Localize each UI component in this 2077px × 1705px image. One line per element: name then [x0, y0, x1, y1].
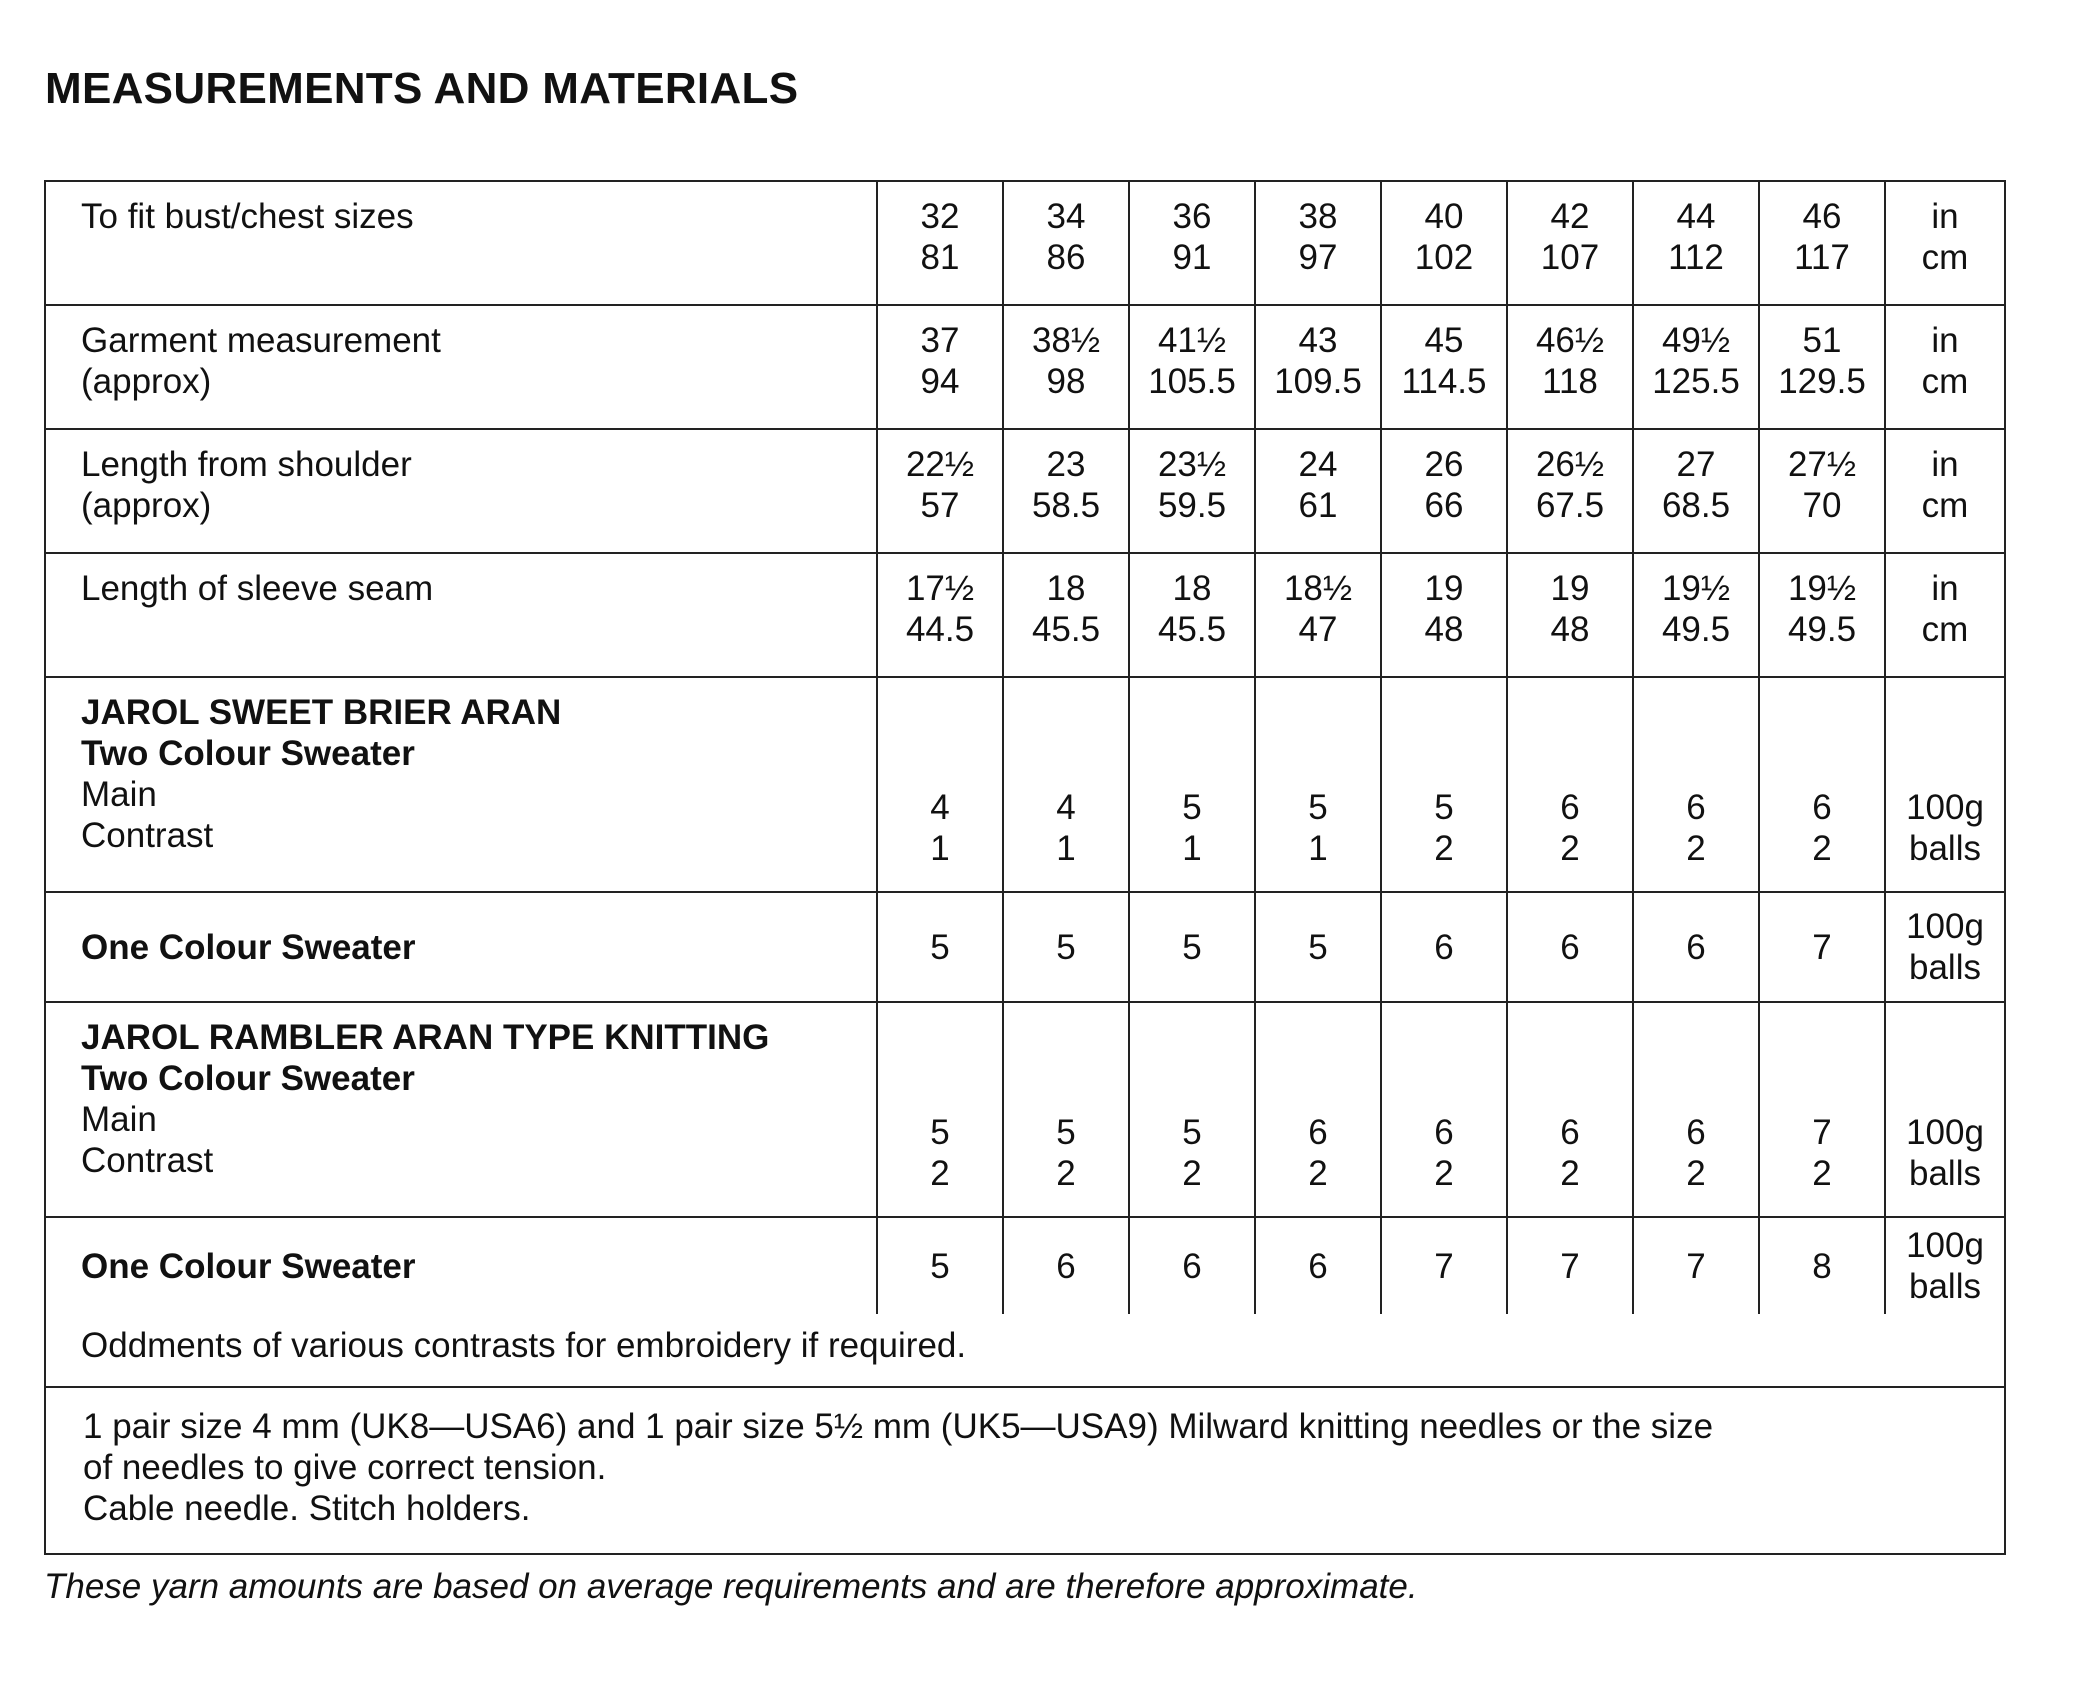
unit-cm: cm: [1921, 362, 1969, 401]
unit-balls: balls: [1909, 829, 1981, 868]
table-row: [45, 553, 2005, 677]
unit-balls: balls: [1909, 1267, 1981, 1306]
size-value-cell: [1759, 553, 1885, 677]
ball-count-cell: [1255, 677, 1381, 892]
yarn-rows: [45, 677, 2005, 1554]
size-value-cell: [1003, 181, 1129, 305]
needles-line: 1 pair size 4 mm (UK8—USA6) and 1 pair size 5½ mm (UK5—USA9) Milward knitting needles or the size: [83, 1407, 1714, 1446]
value-in: 19½: [1661, 569, 1731, 608]
value-cm: 102: [1414, 238, 1474, 277]
row-label: [45, 553, 877, 677]
value-cm: 118: [1542, 362, 1598, 401]
value-cm: 44.5: [905, 610, 975, 649]
row-label-line: (approx): [81, 486, 212, 525]
unit-balls: balls: [1909, 948, 1981, 987]
ball-count-cell: 5: [877, 892, 1003, 1002]
contrast-balls: 1: [1308, 829, 1328, 868]
page-title: MEASUREMENTS AND MATERIALS: [45, 64, 799, 113]
unit-weight: 100g: [1906, 1113, 1984, 1152]
size-value-cell: [877, 181, 1003, 305]
value-in: 46: [1802, 197, 1842, 236]
unit-cell: [1885, 553, 2005, 677]
value-in: 27: [1676, 445, 1716, 484]
unit-weight: 100g: [1906, 788, 1984, 827]
contrast-balls: 2: [1434, 829, 1454, 868]
ball-count-cell: 7: [1381, 1217, 1507, 1314]
contrast-balls: 2: [1686, 829, 1706, 868]
needles-note: [45, 1387, 2005, 1554]
unit-in: in: [1931, 445, 1959, 484]
value-cm: 70: [1802, 486, 1842, 525]
main-balls: 4: [930, 788, 950, 827]
value-in: 44: [1676, 197, 1716, 236]
two-colour-label: Two Colour Sweater: [81, 1059, 415, 1098]
value-cm: 94: [920, 362, 960, 401]
unit-cell: [1885, 892, 2005, 1002]
size-value-cell: [1507, 429, 1633, 553]
value-in: 36: [1172, 197, 1212, 236]
yarn-two-colour-row: [45, 1002, 2005, 1217]
ball-count-cell: 5: [1003, 892, 1129, 1002]
needles-line: of needles to give correct tension.: [83, 1448, 607, 1487]
size-value-cell: [877, 553, 1003, 677]
value-in: 46½: [1535, 321, 1605, 360]
yarn-two-colour-row: [45, 677, 2005, 892]
value-in: 19½: [1787, 569, 1857, 608]
unit-cm: cm: [1921, 486, 1969, 525]
value-cm: 58.5: [1031, 486, 1101, 525]
ball-count-cell: 6: [1129, 1217, 1255, 1314]
unit-in: in: [1931, 321, 1959, 360]
ball-count-cell: [1129, 1002, 1255, 1217]
value-in: 26½: [1535, 445, 1605, 484]
size-value-cell: [1633, 305, 1759, 429]
main-balls: 5: [930, 1113, 950, 1152]
value-cm: 97: [1298, 238, 1338, 277]
unit-cm: cm: [1921, 610, 1969, 649]
main-label: Main: [81, 775, 157, 814]
value-cm: 114.5: [1401, 362, 1487, 401]
size-value-cell: [1129, 305, 1255, 429]
value-cm: 49.5: [1787, 610, 1857, 649]
ball-count-cell: 7: [1507, 1217, 1633, 1314]
value-in: 27½: [1787, 445, 1857, 484]
value-cm: 45.5: [1031, 610, 1101, 649]
ball-count-cell: [1759, 1002, 1885, 1217]
size-value-cell: [1003, 553, 1129, 677]
size-value-cell: [1633, 181, 1759, 305]
yarn-label: [45, 1217, 877, 1314]
yarn-one-colour-row: [45, 892, 2005, 1002]
size-value-cell: [1129, 181, 1255, 305]
size-value-cell: [1381, 181, 1507, 305]
size-value-cell: [1381, 305, 1507, 429]
ball-count-cell: 6: [1381, 892, 1507, 1002]
value-in: 43: [1298, 321, 1338, 360]
main-balls: 5: [1182, 1113, 1202, 1152]
size-value-cell: [1507, 553, 1633, 677]
unit-cell: [1885, 305, 2005, 429]
unit-cell: [1885, 677, 2005, 892]
one-colour-label: One Colour Sweater: [81, 927, 416, 967]
value-cm: 86: [1046, 238, 1086, 277]
size-value-cell: [1381, 553, 1507, 677]
ball-count-cell: 6: [1255, 1217, 1381, 1314]
oddments-note: Oddments of various contrasts for embroidery if required.: [45, 1314, 2005, 1387]
main-balls: 6: [1686, 788, 1706, 827]
value-cm: 45.5: [1157, 610, 1227, 649]
value-in: 17½: [905, 569, 975, 608]
size-value-cell: [1255, 181, 1381, 305]
needles-row: [45, 1387, 2005, 1554]
size-value-cell: [877, 429, 1003, 553]
value-cm: 112: [1668, 238, 1724, 277]
needles-line: Cable needle. Stitch holders.: [83, 1489, 531, 1528]
contrast-balls: 1: [930, 829, 950, 868]
main-balls: 5: [1308, 788, 1328, 827]
ball-count-cell: 6: [1633, 892, 1759, 1002]
ball-count-cell: 6: [1003, 1217, 1129, 1314]
size-value-cell: [1507, 305, 1633, 429]
unit-balls: balls: [1909, 1154, 1981, 1193]
contrast-balls: 2: [1560, 829, 1580, 868]
table-row: [45, 181, 2005, 305]
unit-cell: [1885, 181, 2005, 305]
main-balls: 5: [1434, 788, 1454, 827]
measurements-table: [44, 180, 2006, 1555]
value-in: 32: [920, 197, 960, 236]
row-label-line: Length from shoulder: [81, 445, 412, 484]
size-value-cell: [1633, 429, 1759, 553]
value-cm: 125.5: [1652, 362, 1740, 401]
yarn-label: [45, 1002, 877, 1217]
contrast-balls: 2: [1182, 1154, 1202, 1193]
unit-cell: [1885, 1217, 2005, 1314]
size-value-cell: [1759, 429, 1885, 553]
contrast-balls: 1: [1056, 829, 1076, 868]
value-in: 23½: [1157, 445, 1227, 484]
size-value-cell: [1381, 429, 1507, 553]
value-in: 34: [1046, 197, 1086, 236]
value-cm: 107: [1540, 238, 1600, 277]
size-value-cell: [1759, 181, 1885, 305]
value-in: 24: [1298, 445, 1338, 484]
value-in: 19: [1550, 569, 1590, 608]
ball-count-cell: 6: [1507, 892, 1633, 1002]
ball-count-cell: [1381, 677, 1507, 892]
ball-count-cell: [1759, 677, 1885, 892]
ball-count-cell: [877, 1002, 1003, 1217]
value-cm: 48: [1424, 610, 1464, 649]
ball-count-cell: [1507, 1002, 1633, 1217]
contrast-balls: 2: [1056, 1154, 1076, 1193]
value-in: 49½: [1661, 321, 1731, 360]
unit-weight: 100g: [1906, 907, 1984, 946]
ball-count-cell: [1003, 1002, 1129, 1217]
unit-in: in: [1931, 197, 1959, 236]
size-value-cell: [1129, 429, 1255, 553]
value-cm: 98: [1046, 362, 1086, 401]
unit-cell: [1885, 429, 2005, 553]
value-in: 22½: [905, 445, 975, 484]
main-balls: 6: [1560, 788, 1580, 827]
value-in: 38½: [1031, 321, 1101, 360]
unit-cm: cm: [1921, 238, 1969, 277]
contrast-balls: 2: [1308, 1154, 1328, 1193]
size-value-cell: [1255, 305, 1381, 429]
size-value-cell: [1633, 553, 1759, 677]
measurement-rows: [45, 181, 2005, 677]
ball-count-cell: 7: [1759, 892, 1885, 1002]
main-balls: 5: [1056, 1113, 1076, 1152]
main-balls: 7: [1812, 1113, 1832, 1152]
contrast-balls: 1: [1182, 829, 1202, 868]
ball-count-cell: [1633, 1002, 1759, 1217]
row-label-line: To fit bust/chest sizes: [81, 197, 414, 236]
main-balls: 4: [1056, 788, 1076, 827]
value-in: 18: [1046, 569, 1086, 608]
yarn-brand-heading: JAROL SWEET BRIER ARAN: [81, 693, 562, 732]
row-label: [45, 181, 877, 305]
value-cm: 47: [1298, 610, 1338, 649]
one-colour-label: One Colour Sweater: [81, 1246, 416, 1286]
yarn-label: [45, 892, 877, 1002]
yarn-brand-heading: JAROL RAMBLER ARAN TYPE KNITTING: [81, 1018, 770, 1057]
value-in: 18: [1172, 569, 1212, 608]
value-in: 42: [1550, 197, 1590, 236]
main-balls: 6: [1560, 1113, 1580, 1152]
unit-in: in: [1931, 569, 1959, 608]
value-in: 26: [1424, 445, 1464, 484]
contrast-balls: 2: [1434, 1154, 1454, 1193]
main-label: Main: [81, 1100, 157, 1139]
ball-count-cell: [1129, 677, 1255, 892]
value-cm: 67.5: [1535, 486, 1605, 525]
ball-count-cell: 7: [1633, 1217, 1759, 1314]
ball-count-cell: 5: [877, 1217, 1003, 1314]
value-in: 38: [1298, 197, 1338, 236]
two-colour-label: Two Colour Sweater: [81, 734, 415, 773]
contrast-balls: 2: [1686, 1154, 1706, 1193]
value-cm: 81: [920, 238, 960, 277]
row-label-line: Length of sleeve seam: [81, 569, 434, 608]
main-balls: 6: [1812, 788, 1832, 827]
size-value-cell: [1255, 429, 1381, 553]
value-in: 41½: [1157, 321, 1227, 360]
main-balls: 6: [1686, 1113, 1706, 1152]
row-label: [45, 429, 877, 553]
table-row: [45, 429, 2005, 553]
value-cm: 61: [1298, 486, 1338, 525]
main-balls: 5: [1182, 788, 1202, 827]
table-row: [45, 305, 2005, 429]
unit-weight: 100g: [1906, 1226, 1984, 1265]
ball-count-cell: [1003, 677, 1129, 892]
value-cm: 129.5: [1778, 362, 1866, 401]
value-cm: 59.5: [1157, 486, 1227, 525]
value-in: 40: [1424, 197, 1464, 236]
main-balls: 6: [1434, 1113, 1454, 1152]
size-value-cell: [1003, 429, 1129, 553]
size-value-cell: [1759, 305, 1885, 429]
yarn-label: [45, 677, 877, 892]
contrast-balls: 2: [1560, 1154, 1580, 1193]
value-cm: 105.5: [1148, 362, 1236, 401]
contrast-label: Contrast: [81, 816, 214, 855]
ball-count-cell: 5: [1255, 892, 1381, 1002]
value-in: 23: [1046, 445, 1086, 484]
ball-count-cell: [1507, 677, 1633, 892]
unit-cell: [1885, 1002, 2005, 1217]
value-cm: 91: [1172, 238, 1212, 277]
value-in: 19: [1424, 569, 1464, 608]
row-label: [45, 305, 877, 429]
value-cm: 48: [1550, 610, 1590, 649]
contrast-balls: 2: [1812, 829, 1832, 868]
row-label-line: Garment measurement: [81, 321, 441, 360]
value-in: 51: [1802, 321, 1842, 360]
value-cm: 57: [920, 486, 960, 525]
value-cm: 68.5: [1661, 486, 1731, 525]
value-cm: 109.5: [1274, 362, 1362, 401]
main-balls: 6: [1308, 1113, 1328, 1152]
row-label-line: (approx): [81, 362, 212, 401]
ball-count-cell: 8: [1759, 1217, 1885, 1314]
contrast-label: Contrast: [81, 1141, 214, 1180]
oddments-row: [45, 1314, 2005, 1387]
size-value-cell: [1003, 305, 1129, 429]
size-value-cell: [1129, 553, 1255, 677]
ball-count-cell: 5: [1129, 892, 1255, 1002]
ball-count-cell: [1381, 1002, 1507, 1217]
value-cm: 66: [1424, 486, 1464, 525]
size-value-cell: [1507, 181, 1633, 305]
value-cm: 117: [1794, 238, 1850, 277]
contrast-balls: 2: [1812, 1154, 1832, 1193]
ball-count-cell: [1633, 677, 1759, 892]
size-value-cell: [877, 305, 1003, 429]
value-cm: 49.5: [1661, 610, 1731, 649]
ball-count-cell: [877, 677, 1003, 892]
ball-count-cell: [1255, 1002, 1381, 1217]
footnote: These yarn amounts are based on average requirements and are therefore approximate.: [44, 1567, 1418, 1606]
value-in: 18½: [1283, 569, 1353, 608]
yarn-one-colour-row: [45, 1217, 2005, 1314]
contrast-balls: 2: [930, 1154, 950, 1193]
size-value-cell: [1255, 553, 1381, 677]
value-in: 37: [920, 321, 960, 360]
value-in: 45: [1424, 321, 1464, 360]
